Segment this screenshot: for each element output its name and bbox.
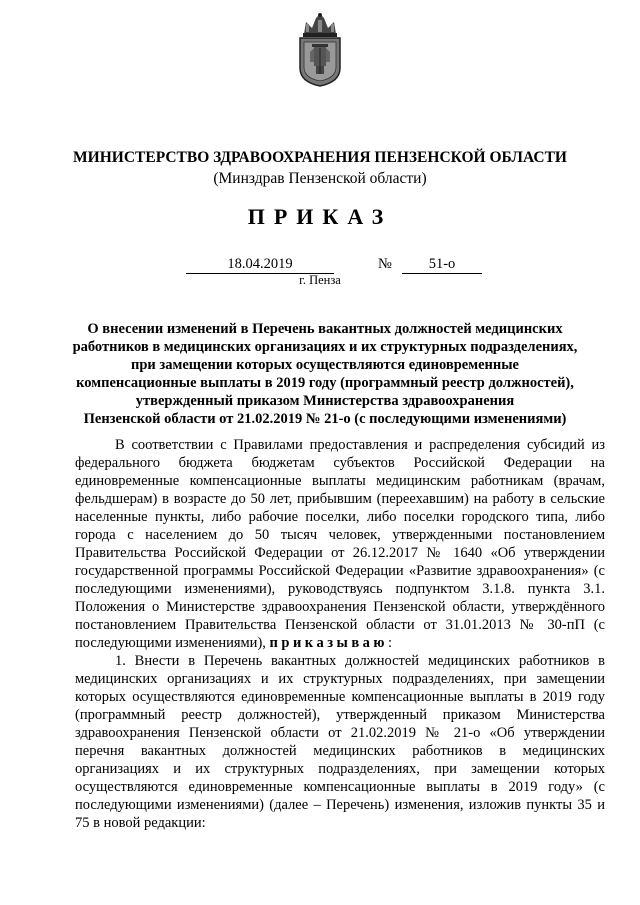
order-title: ПРИКАЗ	[247, 204, 393, 229]
coat-of-arms-icon	[292, 12, 348, 88]
subject-line: компенсационные выплаты в 2019 году (программный реестр должностей),	[76, 375, 574, 391]
body-paragraph-preamble	[75, 436, 605, 652]
preamble-colon: :	[388, 635, 393, 651]
order-number: 51-о	[402, 256, 482, 274]
subject-line: работников в медицинских организациях и их структурных подразделениях,	[72, 339, 578, 355]
ministry-name: МИНИСТЕРСТВО ЗДРАВООХРАНЕНИЯ ПЕНЗЕНСКОЙ ОБЛАСТИ	[73, 149, 567, 166]
preamble-text: В соответствии с Правилами предоставления и распределения субсидий из федерального бюджета бюджетам субъектов Российской Федерации на единовременные компенсационные выплаты медицинским работникам (врачам, фельдшерам) в возрасте до 50 лет, прибывшим (переехавшим) на работу в сельские населенные пункты, либо рабочие поселки, либо поселки городского типа, либо города с населением до 50 тысяч человек, утвержденными постановлением Правительства Российской Федерации от 26.12.2017 № 1640 «Об утверждении государственной программы Российской Федерации «Развитие здравоохранения» (с последующими изменениями), руководствуясь подпунктом 3.1.8. пункта 3.1. Положения о Министерстве здравоохранения Пензенской области, утверждённого постановлением Правительства Пензенской области от 31.01.2013 № 30-пП (с последующими изменениями),	[75, 437, 605, 651]
body-paragraph-item-1: 1. Внести в Перечень вакантных должностей медицинских работников в медицинских организациях и их структурных подразделениях, при замещении которых осуществляются единовременные компенсационные выплаты в 2019 году (программный реестр должностей), утвержденный приказом Министерства здравоохранения Пензенской области от 21.02.2019 № 21-о «Об утверждении перечня вакантных должностей медицинских работников в медицинских организациях и их структурных подразделениях, при замещении которых осуществляются единовременные компенсационные выплаты в 2019 году» (с последующими изменениями) (далее – Перечень) изменения, изложив пункты 35 и 75 в новой редакции:	[75, 653, 605, 831]
subject-line: Пензенской области от 21.02.2019 № 21-о (с последующими изменениями)	[83, 411, 567, 427]
order-city: г. Пенза	[299, 273, 341, 287]
order-subject	[60, 320, 590, 428]
order-number-sign: №	[378, 256, 392, 272]
subject-line: О внесении изменений в Перечень вакантных должностей медицинских	[87, 321, 563, 337]
order-date: 18.04.2019	[186, 256, 334, 274]
order-body	[75, 436, 605, 832]
subject-line: при замещении которых осуществляются единовременные	[131, 357, 519, 373]
subject-line: утвержденный приказом Министерства здравоохранения	[135, 393, 515, 409]
ministry-short-name: (Минздрав Пензенской области)	[213, 170, 427, 187]
prikazyvayu-word: приказываю	[269, 635, 388, 651]
